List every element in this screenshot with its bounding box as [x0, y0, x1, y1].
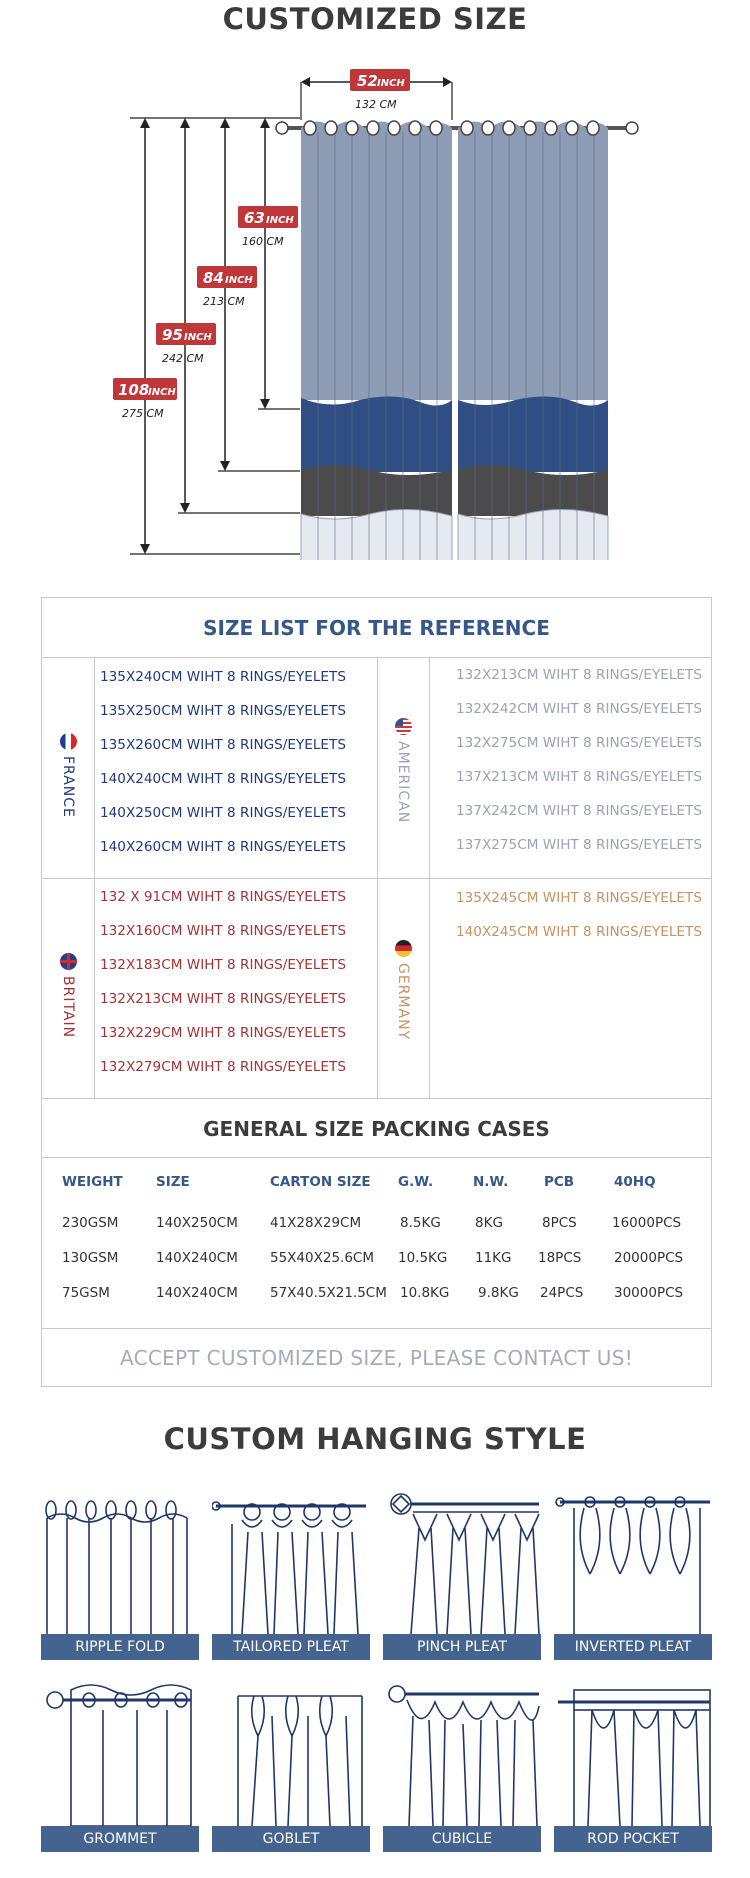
style-rod-pocket[interactable] — [554, 1676, 712, 1852]
cubicle-icon — [383, 1676, 541, 1826]
width-cm-value: 132 CM — [355, 98, 397, 111]
country-france: FRANCE — [42, 733, 94, 818]
svg-text:84: 84 — [203, 269, 224, 287]
table-header: 40HQ — [614, 1174, 656, 1190]
svg-text:INCH: INCH — [184, 332, 212, 343]
ripple-fold-icon — [41, 1484, 199, 1634]
table-cell: 30000PCS — [614, 1285, 684, 1301]
style-inverted-pleat[interactable] — [554, 1484, 712, 1660]
table-cell: 140X240CM — [156, 1250, 238, 1266]
list-item: 132X183CM WIHT 8 RINGS/EYELETS — [100, 957, 346, 973]
country-germany: GERMANY — [377, 940, 429, 1040]
list-item: 137X275CM WIHT 8 RINGS/EYELETS — [456, 837, 702, 853]
style-label: ROD POCKET — [554, 1826, 712, 1852]
list-item: 132X229CM WIHT 8 RINGS/EYELETS — [100, 1025, 346, 1041]
list-item: 132X160CM WIHT 8 RINGS/EYELETS — [100, 923, 346, 939]
table-cell: 55X40X25.6CM — [270, 1250, 374, 1266]
list-item: 135X245CM WIHT 8 RINGS/EYELETS — [456, 890, 702, 906]
list-item: 132 X 91CM WIHT 8 RINGS/EYELETS — [100, 889, 346, 905]
width-inch-value: 52 — [357, 72, 378, 90]
list-item: 140X245CM WIHT 8 RINGS/EYELETS — [456, 924, 702, 940]
list-item: 137X242CM WIHT 8 RINGS/EYELETS — [456, 803, 702, 819]
list-item: 135X250CM WIHT 8 RINGS/EYELETS — [100, 703, 346, 719]
svg-text:INCH: INCH — [266, 215, 294, 226]
country-britain: BRITAIN — [42, 953, 94, 1038]
height-label-95 — [156, 323, 216, 365]
divider — [42, 878, 711, 879]
reference-title: SIZE LIST FOR THE REFERENCE — [42, 598, 711, 658]
country-american: AMERICAN — [377, 718, 429, 823]
table-cell: 10.8KG — [400, 1285, 450, 1301]
table-header: WEIGHT — [62, 1174, 123, 1190]
table-cell: 8PCS — [542, 1215, 577, 1231]
style-label: PINCH PLEAT — [383, 1634, 541, 1660]
table-cell: 140X250CM — [156, 1215, 238, 1231]
packing-title: GENERAL SIZE PACKING CASES — [42, 1098, 711, 1158]
table-cell: 8KG — [475, 1215, 503, 1231]
list-item: 132X242CM WIHT 8 RINGS/EYELETS — [456, 701, 702, 717]
grommet-icon — [41, 1676, 199, 1826]
size-reference-box — [41, 597, 712, 1387]
germany-size-list — [456, 881, 702, 949]
table-cell: 10.5KG — [398, 1250, 448, 1266]
style-label: INVERTED PLEAT — [554, 1634, 712, 1660]
table-header: PCB — [544, 1174, 575, 1190]
style-grommet[interactable] — [41, 1676, 199, 1852]
britain-size-list — [100, 880, 346, 1084]
svg-text:INCH: INCH — [148, 387, 176, 398]
list-item: 132X213CM WIHT 8 RINGS/EYELETS — [456, 667, 702, 683]
style-label: GOBLET — [212, 1826, 370, 1852]
list-item: 132X213CM WIHT 8 RINGS/EYELETS — [100, 991, 346, 1007]
list-item: 132X279CM WIHT 8 RINGS/EYELETS — [100, 1059, 346, 1075]
table-header: N.W. — [473, 1174, 509, 1190]
table-cell: 57X40.5X21.5CM — [270, 1285, 387, 1301]
style-label: CUBICLE — [383, 1826, 541, 1852]
custom-hanging-style-title: CUSTOM HANGING STYLE — [163, 1422, 587, 1456]
height-label-63 — [238, 206, 298, 248]
customized-size-title: CUSTOMIZED SIZE — [222, 2, 528, 36]
list-item: 140X250CM WIHT 8 RINGS/EYELETS — [100, 805, 346, 821]
table-cell: 11KG — [475, 1250, 512, 1266]
table-cell: 20000PCS — [614, 1250, 684, 1266]
curtain-size-diagram — [0, 60, 750, 560]
goblet-icon — [212, 1676, 370, 1826]
height-label-108 — [113, 378, 177, 420]
curtain-panel-right — [458, 121, 608, 560]
table-cell: 130GSM — [62, 1250, 119, 1266]
list-item: 135X260CM WIHT 8 RINGS/EYELETS — [100, 737, 346, 753]
svg-text:213 CM: 213 CM — [203, 295, 245, 308]
table-cell: 16000PCS — [612, 1215, 682, 1231]
svg-text:95: 95 — [162, 326, 183, 344]
inverted-pleat-icon — [554, 1484, 712, 1634]
style-label: RIPPLE FOLD — [41, 1634, 199, 1660]
american-size-list — [456, 658, 702, 862]
table-cell: 75GSM — [62, 1285, 110, 1301]
style-label: TAILORED PLEAT — [212, 1634, 370, 1660]
curtain-panel-left — [301, 121, 452, 560]
table-cell: 140X240CM — [156, 1285, 238, 1301]
table-header: CARTON SIZE — [270, 1174, 371, 1190]
list-item: 132X275CM WIHT 8 RINGS/EYELETS — [456, 735, 702, 751]
table-cell: 41X28X29CM — [270, 1215, 362, 1231]
style-label: GROMMET — [41, 1826, 199, 1852]
style-cubicle[interactable] — [383, 1676, 541, 1852]
uk-flag-icon — [60, 953, 77, 970]
france-size-list — [100, 660, 346, 864]
style-tailored-pleat[interactable] — [212, 1484, 370, 1660]
table-cell: 18PCS — [538, 1250, 582, 1266]
list-item: 140X240CM WIHT 8 RINGS/EYELETS — [100, 771, 346, 787]
svg-text:242 CM: 242 CM — [162, 352, 204, 365]
table-cell: 8.5KG — [400, 1215, 441, 1231]
svg-text:160 CM: 160 CM — [242, 235, 284, 248]
list-item: 135X240CM WIHT 8 RINGS/EYELETS — [100, 669, 346, 685]
table-cell: 9.8KG — [478, 1285, 519, 1301]
list-item: 137X213CM WIHT 8 RINGS/EYELETS — [456, 769, 702, 785]
usa-flag-icon — [395, 718, 412, 735]
tailored-pleat-icon — [212, 1484, 370, 1634]
pinch-pleat-icon — [383, 1484, 541, 1634]
france-flag-icon — [60, 733, 77, 750]
style-ripple-fold[interactable] — [41, 1484, 199, 1660]
svg-text:63: 63 — [244, 209, 265, 227]
contact-banner[interactable]: ACCEPT CUSTOMIZED SIZE, PLEASE CONTACT US! — [42, 1328, 711, 1388]
list-item: 140X260CM WIHT 8 RINGS/EYELETS — [100, 839, 346, 855]
svg-text:108: 108 — [118, 381, 150, 399]
svg-text:INCH: INCH — [225, 275, 253, 286]
svg-text:275 CM: 275 CM — [122, 407, 164, 420]
table-cell: 24PCS — [540, 1285, 584, 1301]
width-inch-unit: INCH — [377, 78, 405, 89]
style-goblet[interactable] — [212, 1676, 370, 1852]
germany-flag-icon — [395, 940, 412, 957]
rod-pocket-icon — [554, 1676, 712, 1826]
table-header: G.W. — [398, 1174, 434, 1190]
table-header: SIZE — [156, 1174, 190, 1190]
style-pinch-pleat[interactable] — [383, 1484, 541, 1660]
height-label-84 — [197, 266, 257, 308]
table-cell: 230GSM — [62, 1215, 119, 1231]
